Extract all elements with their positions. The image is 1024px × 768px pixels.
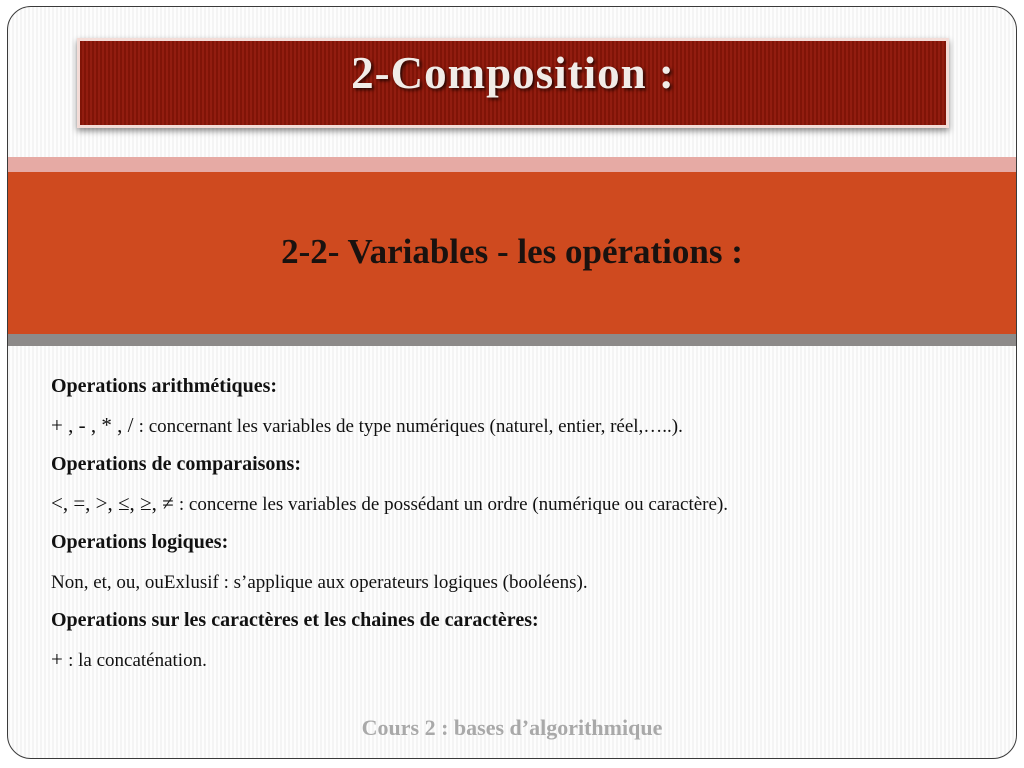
string-description: : la concaténation. [68, 650, 207, 671]
slide [7, 6, 1017, 759]
gray-divider-strip [8, 334, 1016, 346]
section-body-strings [51, 640, 991, 679]
slide-content [51, 367, 991, 679]
section-heading-logical: Operations logiques: [51, 531, 229, 553]
section-body-arithmetic [51, 406, 991, 445]
section-heading-strings: Operations sur les caractères et les chaines de caractères: [51, 609, 539, 631]
subtitle-band [8, 172, 1016, 334]
arithmetic-operators: + , - , * , / [51, 413, 139, 437]
string-operators: + [51, 647, 69, 671]
pink-divider-strip [8, 157, 1016, 172]
title-banner [77, 38, 949, 128]
slide-title: 2-Composition : [351, 48, 675, 98]
comparison-operators: <, =, >, ≤, ≥, ≠ [51, 491, 179, 515]
section-body-comparison [51, 484, 991, 523]
section-body-logical [51, 562, 991, 601]
slide-subtitle: 2-2- Variables - les opérations : [281, 232, 743, 271]
slide-footer: Cours 2 : bases d’algorithmique [361, 715, 663, 740]
arithmetic-description: : concernant les variables de type numériques (naturel, entier, réel,…..). [138, 416, 683, 437]
section-heading-comparison: Operations de comparaisons: [51, 453, 301, 475]
logical-description: Non, et, ou, ouExlusif : s’applique aux operateurs logiques (booléens). [51, 572, 588, 593]
comparison-description: : concerne les variables de possédant un ordre (numérique ou caractère). [178, 494, 729, 515]
section-heading-arithmetic: Operations arithmétiques: [51, 375, 278, 397]
